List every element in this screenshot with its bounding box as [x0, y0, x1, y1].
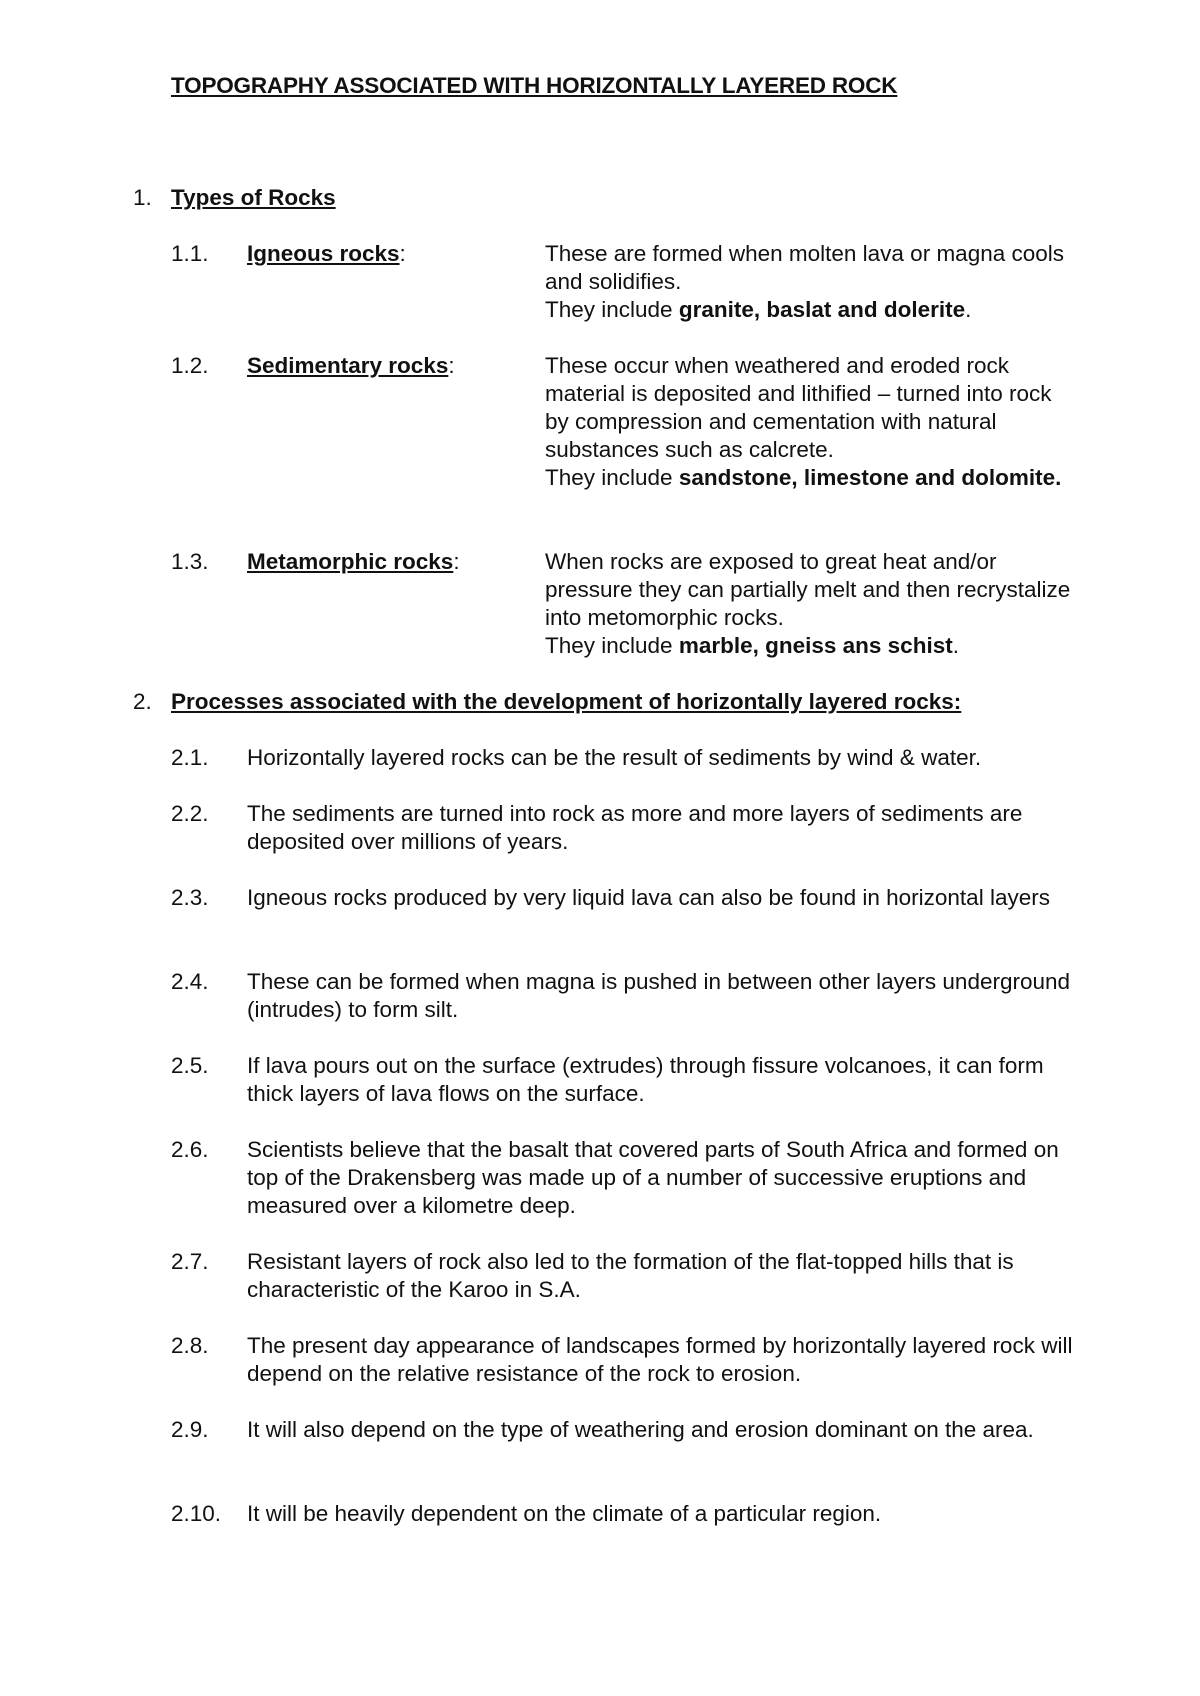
rock-type-description: These occur when weathered and eroded rock material is deposited and lithified – turned into rock by compression and cementation with natural substances such as calcrete. They include sandstone, limestone and dolomite. [545, 353, 1062, 490]
rock-type-number: 1.1. [171, 241, 209, 266]
list-item-number: 2.4. [171, 969, 209, 994]
rock-type-igneous [171, 240, 1071, 324]
list-item-number: 2.3. [171, 885, 209, 910]
list-item-number: 2.2. [171, 801, 209, 826]
list-item-text: Scientists believe that the basalt that covered parts of South Africa and formed on top of the Drakensberg was made up of a number of successive eruptions and measured over a kilometre deep. [247, 1137, 1059, 1218]
rock-type-description: These are formed when molten lava or magna cools and solidifies. They include granite, baslat and dolerite. [545, 241, 1065, 322]
rock-type-metamorphic [171, 548, 1071, 660]
section-2-number: 2. [133, 689, 152, 714]
section-2-heading [133, 688, 1083, 716]
section-2-title: Processes associated with the development of horizontally layered rocks: [171, 689, 962, 714]
list-item-number: 2.8. [171, 1333, 209, 1358]
list-item-text: The sediments are turned into rock as more and more layers of sediments are deposited over millions of years. [247, 801, 1023, 854]
list-item-number: 2.9. [171, 1417, 209, 1442]
page-title: TOPOGRAPHY ASSOCIATED WITH HORIZONTALLY LAYERED ROCK [171, 73, 898, 98]
rock-type-name: Sedimentary rocks: [247, 353, 455, 378]
rock-type-name: Igneous rocks: [247, 241, 406, 266]
list-item-number: 2.1. [171, 745, 209, 770]
list-item-text: It will also depend on the type of weathering and erosion dominant on the area. [247, 1417, 1034, 1442]
rock-type-number: 1.2. [171, 353, 209, 378]
list-item-text: Igneous rocks produced by very liquid lava can also be found in horizontal layers [247, 885, 1050, 910]
list-item-text: The present day appearance of landscapes formed by horizontally layered rock will depend on the relative resistance of the rock to erosion. [247, 1333, 1073, 1386]
rock-type-sedimentary [171, 352, 1071, 520]
section-1-title: Types of Rocks [171, 185, 336, 210]
list-item-text: These can be formed when magna is pushed in between other layers underground (intrudes) to form silt. [247, 969, 1071, 1022]
section-1-heading [133, 184, 1033, 212]
list-item-number: 2.5. [171, 1053, 209, 1078]
rock-type-name: Metamorphic rocks: [247, 549, 460, 574]
list-item-text: Resistant layers of rock also led to the formation of the flat-topped hills that is characteristic of the Karoo in S.A. [247, 1249, 1014, 1302]
list-item-text: Horizontally layered rocks can be the result of sediments by wind & water. [247, 745, 982, 770]
rock-type-number: 1.3. [171, 549, 209, 574]
list-item-number: 2.7. [171, 1249, 209, 1274]
list-item-text: If lava pours out on the surface (extrudes) through fissure volcanoes, it can form thick layers of lava flows on the surface. [247, 1053, 1044, 1106]
rock-type-description: When rocks are exposed to great heat and/or pressure they can partially melt and then recrystalize into metomorphic rocks. They include marble, gneiss ans schist. [545, 549, 1071, 658]
list-item-text: It will be heavily dependent on the climate of a particular region. [247, 1501, 882, 1526]
section-1-number: 1. [133, 185, 152, 210]
list-item-number: 2.6. [171, 1137, 209, 1162]
list-item-number: 2.10. [171, 1501, 222, 1526]
